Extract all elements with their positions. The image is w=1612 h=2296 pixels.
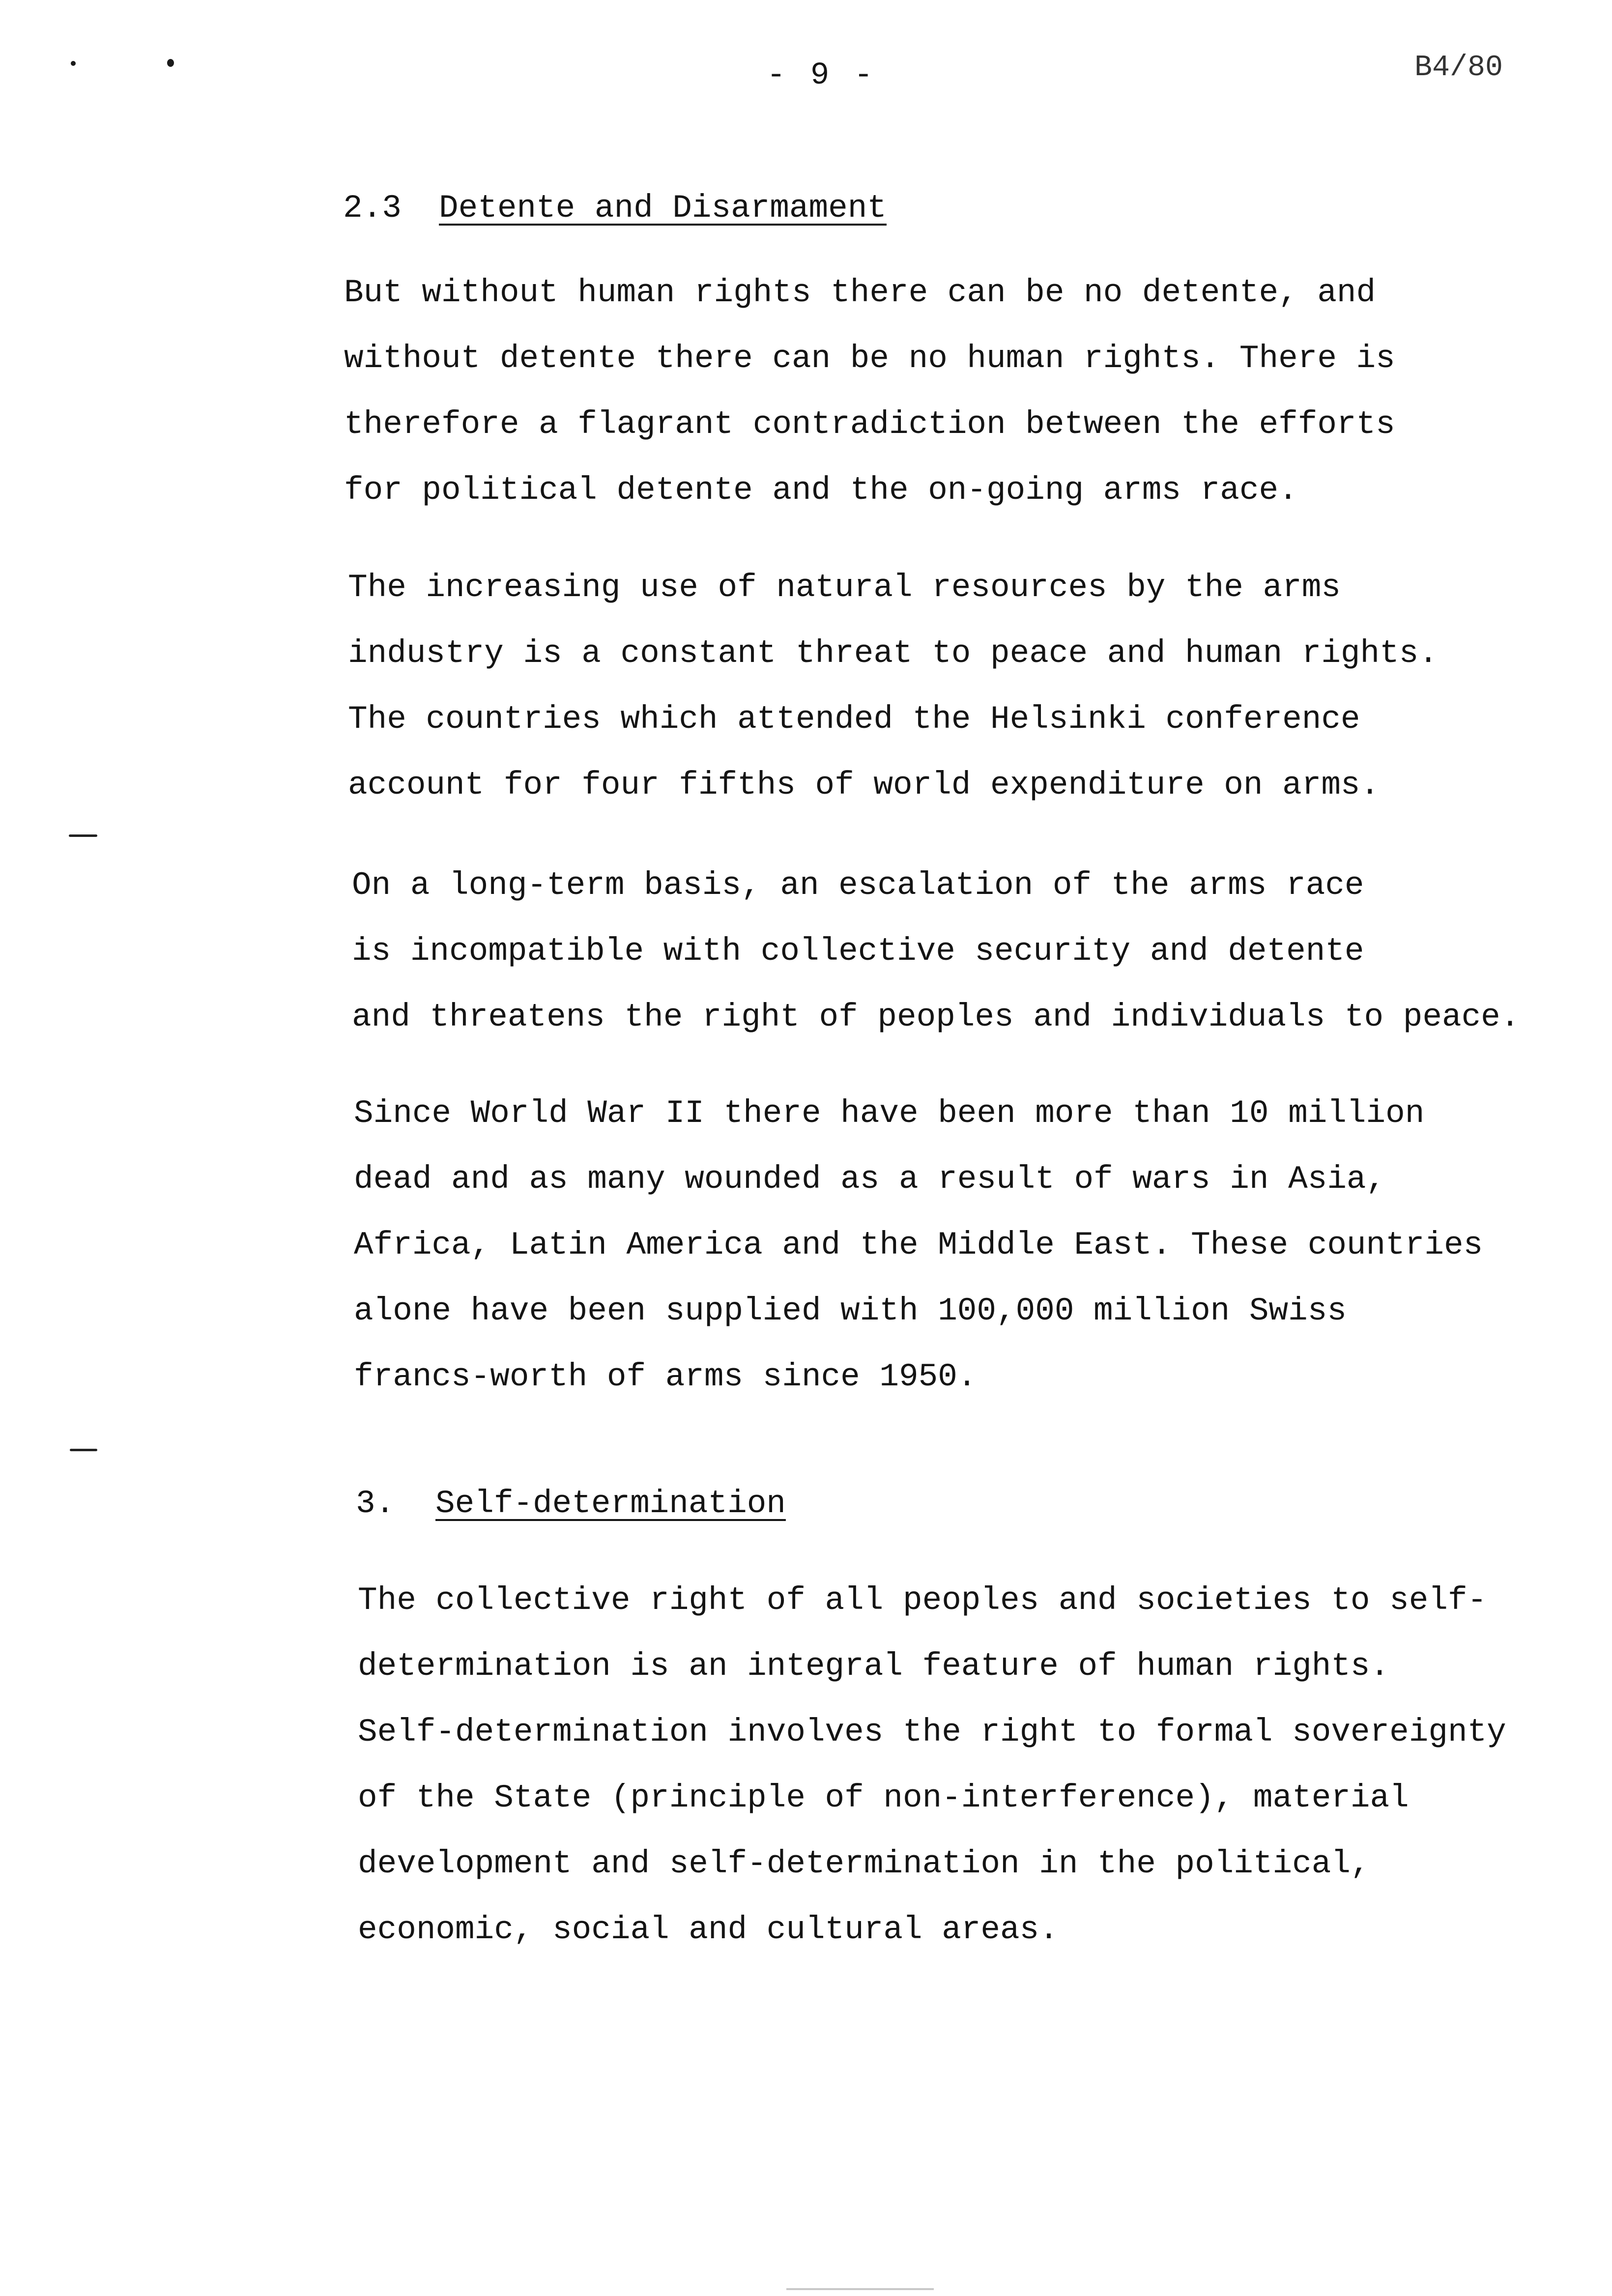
text-line: development and self-determination in the political, <box>358 1845 1370 1882</box>
text-line: Africa, Latin America and the Middle East. These countries <box>354 1227 1483 1263</box>
paragraph <box>348 555 1438 818</box>
scan-dot-mark <box>71 61 76 66</box>
text-line: determination is an integral feature of human rights. <box>358 1648 1390 1685</box>
paragraph <box>352 853 1520 1050</box>
text-line: The countries which attended the Helsinki conference <box>348 701 1360 738</box>
document-reference: B4/80 <box>1414 51 1503 85</box>
text-line: is incompatible with collective security and detente <box>352 933 1364 970</box>
section-number: 2.3 <box>343 190 402 227</box>
section-heading <box>343 190 887 227</box>
page-number: - 9 - <box>767 58 876 93</box>
text-line: But without human rights there can be no detente, and <box>344 274 1376 311</box>
paragraph <box>354 1081 1483 1410</box>
text-line: The collective right of all peoples and societies to self- <box>358 1582 1487 1619</box>
section-title: Self-determination <box>435 1485 786 1522</box>
text-line: On a long-term basis, an escalation of the arms race <box>352 867 1364 904</box>
text-line: alone have been supplied with 100,000 million Swiss <box>354 1292 1347 1329</box>
section-number: 3. <box>356 1485 395 1522</box>
section-heading <box>356 1485 786 1522</box>
text-line: industry is a constant threat to peace and human rights. <box>348 635 1438 672</box>
text-line: without detente there can be no human rights. There is <box>344 340 1395 377</box>
text-line: francs-worth of arms since 1950. <box>354 1358 977 1395</box>
text-line: dead and as many wounded as a result of wars in Asia, <box>354 1161 1386 1198</box>
text-line: economic, social and cultural areas. <box>358 1911 1059 1948</box>
text-line: and threatens the right of peoples and individuals to peace. <box>352 999 1520 1035</box>
text-line: of the State (principle of non-interference), material <box>358 1779 1409 1816</box>
text-line: account for four fifths of world expenditure on arms. <box>348 767 1380 804</box>
binder-tick-mark <box>69 834 97 837</box>
text-line: The increasing use of natural resources by the arms <box>348 569 1341 606</box>
binder-tick-mark <box>70 1449 97 1451</box>
scan-edge-line <box>786 2288 934 2290</box>
text-line: Since World War II there have been more than 10 million <box>354 1095 1425 1132</box>
scan-dot-mark <box>167 59 174 67</box>
section-title: Detente and Disarmament <box>439 190 887 227</box>
text-line: therefore a flagrant contradiction between the efforts <box>344 406 1395 443</box>
text-line: for political detente and the on-going arms race. <box>344 472 1298 509</box>
text-line: Self-determination involves the right to formal sovereignty <box>358 1714 1506 1751</box>
paragraph <box>358 1568 1506 1963</box>
paragraph <box>344 260 1395 523</box>
